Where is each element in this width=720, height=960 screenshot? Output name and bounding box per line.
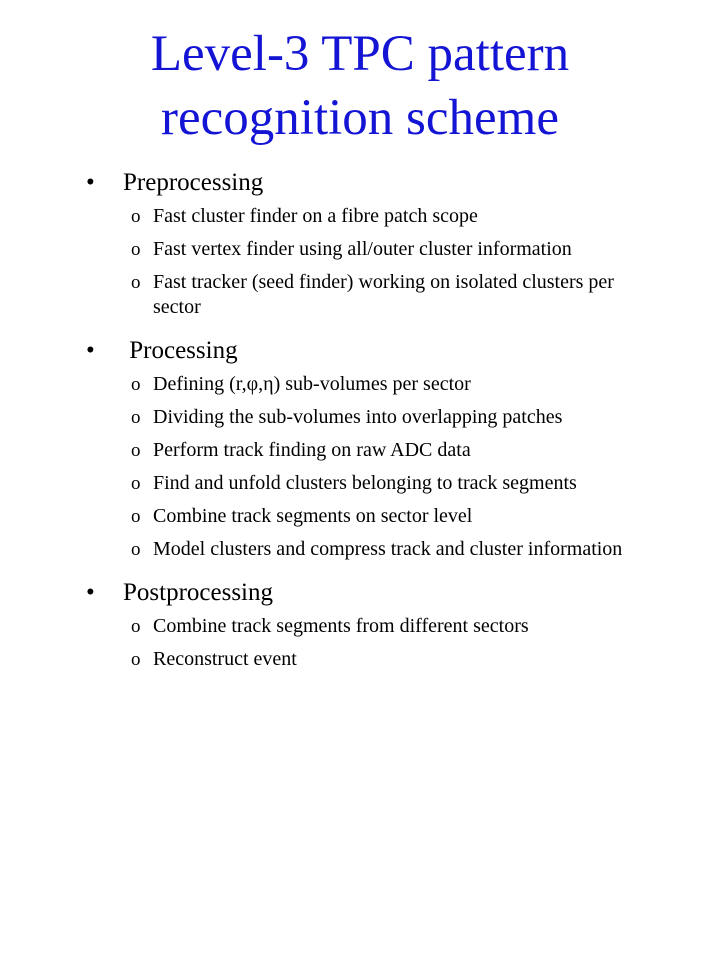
list-item-text: Model clusters and compress track and cluster information bbox=[153, 538, 623, 560]
list-item bbox=[131, 647, 686, 672]
sub-bullet-icon: o bbox=[131, 407, 141, 428]
bullet-dot-icon: • bbox=[86, 169, 95, 196]
sub-list bbox=[86, 204, 686, 320]
list-item bbox=[131, 537, 686, 562]
section-postprocessing bbox=[86, 576, 686, 672]
section-preprocessing bbox=[86, 166, 686, 320]
list-item bbox=[131, 504, 686, 529]
sub-bullet-icon: o bbox=[131, 272, 141, 293]
list-item-text: Reconstruct event bbox=[153, 648, 297, 670]
section-heading: Processing bbox=[123, 337, 238, 364]
list-item-text: Defining (r,φ,η) sub-volumes per sector bbox=[153, 373, 471, 395]
list-item-text: Find and unfold clusters belonging to track segments bbox=[153, 472, 577, 494]
sub-list bbox=[86, 372, 686, 562]
bullet-dot-icon: • bbox=[86, 337, 95, 364]
list-item bbox=[131, 471, 686, 496]
list-item-text: Combine track segments from different sectors bbox=[153, 615, 529, 637]
sub-bullet-icon: o bbox=[131, 506, 141, 527]
bullet-dot-icon: • bbox=[86, 579, 95, 606]
list-item bbox=[131, 372, 686, 397]
list-item-text: Combine track segments on sector level bbox=[153, 505, 473, 527]
bullet-row bbox=[86, 166, 686, 200]
list-item bbox=[131, 270, 686, 320]
sub-bullet-icon: o bbox=[131, 539, 141, 560]
slide-title: Level-3 TPC pattern recognition scheme bbox=[150, 26, 570, 146]
section-heading: Postprocessing bbox=[123, 579, 273, 606]
sub-bullet-icon: o bbox=[131, 649, 141, 670]
list-item-text: Fast cluster finder on a fibre patch scope bbox=[153, 205, 478, 227]
list-item bbox=[131, 438, 686, 463]
bullet-row bbox=[86, 576, 686, 610]
list-item-text: Perform track finding on raw ADC data bbox=[153, 439, 471, 461]
section-processing bbox=[86, 334, 686, 562]
bullet-list bbox=[86, 166, 686, 686]
sub-list bbox=[86, 614, 686, 672]
list-item bbox=[131, 614, 686, 639]
list-item-text: Fast vertex finder using all/outer cluster information bbox=[153, 238, 572, 260]
section-heading: Preprocessing bbox=[123, 169, 264, 196]
sub-bullet-icon: o bbox=[131, 473, 141, 494]
bullet-row bbox=[86, 334, 686, 368]
sub-bullet-icon: o bbox=[131, 616, 141, 637]
list-item-text: Fast tracker (seed finder) working on isolated clusters per sector bbox=[153, 271, 614, 318]
sub-bullet-icon: o bbox=[131, 206, 141, 227]
list-item bbox=[131, 204, 686, 229]
list-item-text: Dividing the sub-volumes into overlapping patches bbox=[153, 406, 563, 428]
list-item bbox=[131, 405, 686, 430]
sub-bullet-icon: o bbox=[131, 239, 141, 260]
list-item bbox=[131, 237, 686, 262]
sub-bullet-icon: o bbox=[131, 374, 141, 395]
sub-bullet-icon: o bbox=[131, 440, 141, 461]
